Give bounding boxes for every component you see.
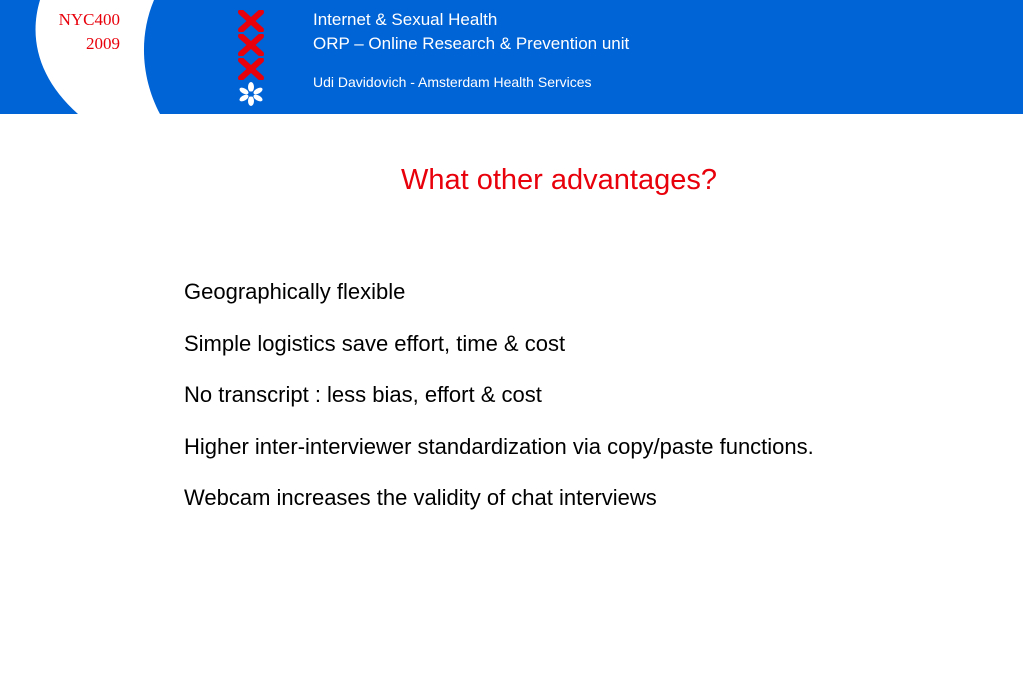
corner-label-line1: NYC400 [58,10,120,29]
cross-icon [238,34,264,56]
cross-icon [238,58,264,80]
header-subtitle: Udi Davidovich - Amsterdam Health Services [313,74,592,90]
bullet-item: No transcript : less bias, effort & cost [184,382,542,407]
header-title-line2: ORP – Online Research & Prevention unit [313,34,630,53]
header-band [0,0,1023,114]
asterisk-icon [238,82,264,106]
header-title-line1: Internet & Sexual Health [313,10,498,29]
bullet-item: Geographically flexible [184,279,406,304]
bullet-list [184,277,814,535]
bullet-item: Webcam increases the validity of chat interviews [184,485,657,510]
corner-label-line2: 2009 [86,34,120,53]
cross-icon [238,10,264,32]
corner-label [38,8,120,56]
slide-title: What other advantages? [401,164,717,196]
bullet-item: Higher inter-interviewer standardization via copy/paste functions. [184,433,814,459]
header-text [313,8,629,91]
bullet-item: Simple logistics save effort, time & cost [184,330,566,356]
amsterdam-logo [238,10,266,106]
